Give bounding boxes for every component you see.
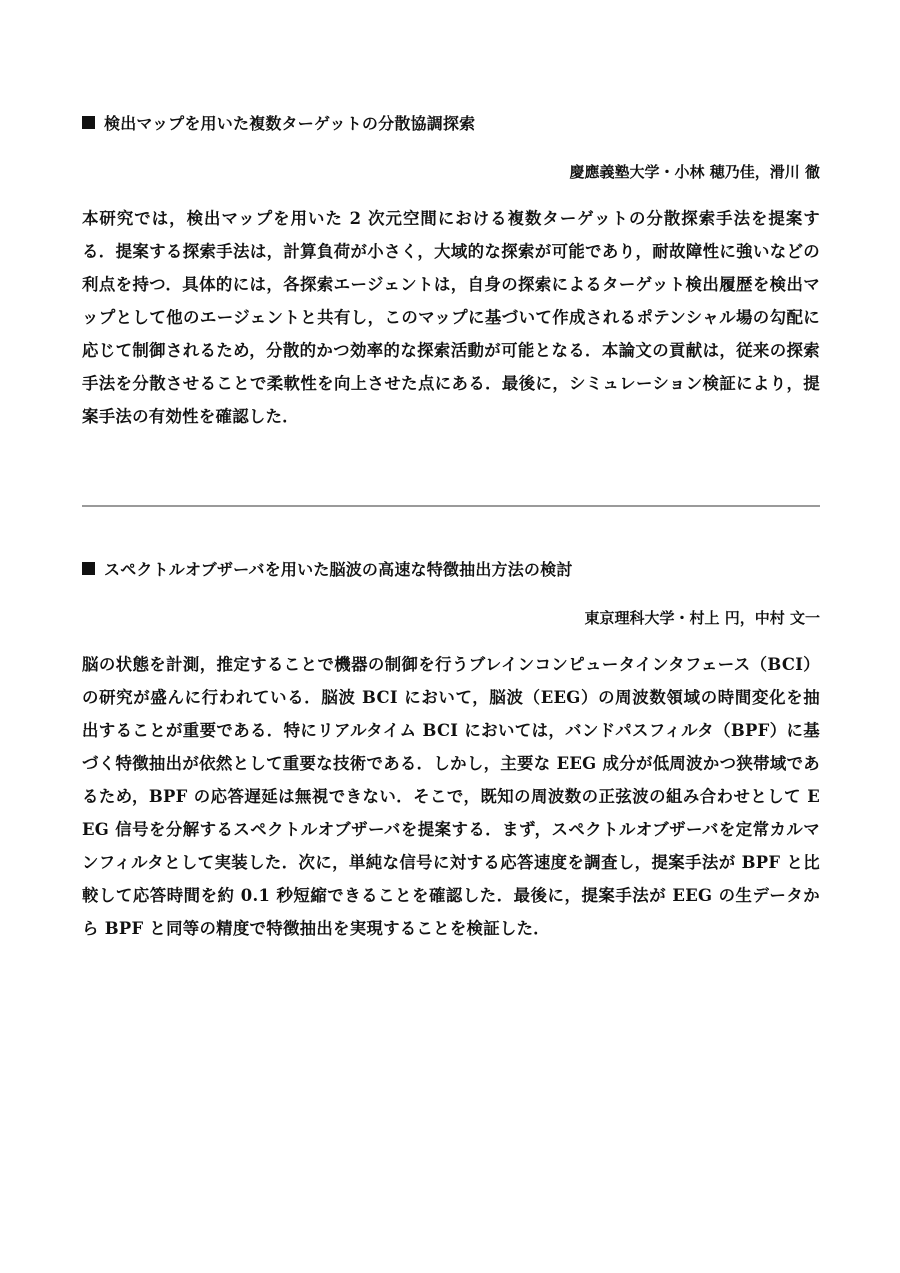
article-abstract: 本研究では，検出マップを用いた 2 次元空間における複数ターゲットの分散探索手法を提案する．提案する探索手法は，計算負荷が小さく，大域的な探索が可能であり，耐故障性に強いなどの利点を持つ．具体的には，各探索エージェントは，自身の探索によるターゲット検出履歴を検出マップとして他のエージェントと共有し，このマップに基づいて作成されるポテンシャル場の勾配に応じて制御されるため，分散的かつ効率的な探索活動が可能となる．本論文の貢献は，従来の探索手法を分散させることで柔軟性を向上させた点にある．最後に，シミュレーション検証により，提案手法の有効性を確認した． — [82, 209, 820, 426]
article-2 — [82, 552, 820, 961]
article-title — [82, 552, 820, 584]
article-authors: 慶應義塾大学・小林 穂乃佳，滑川 徹 — [569, 163, 820, 181]
article-title-text: スペクトルオブザーバを用いた脳波の高速な特徴抽出方法の検討 — [104, 559, 573, 579]
article-abstract: 脳の状態を計測，推定することで機器の制御を行うブレインコンピュータインタフェース（BCI）の研究が盛んに行われている．脳波 BCI において，脳波（EEG）の周波数領域の時間変化を抽出することが重要である．特にリアルタイム BCI においては，バンドパスフィルタ（BPF）に基づく特徴抽出が依然として重要な技術である．しかし，主要な EEG 成分が低周波かつ狭帯域であるため，BPF の応答遅延は無視できない．そこで，既知の周波数の正弦波の組み合わせとして EEG 信号を分解するスペクトルオブザーバを提案する．まず，スペクトルオブザーバを定常カルマンフィルタとして実装した．次に，単純な信号に対する応答速度を調査し，提案手法が BPF と比較して応答時間を約 0.1 秒短縮できることを確認した．最後に，提案手法が EEG の生データから BPF と同等の精度で特徴抽出を実現することを検証した． — [82, 655, 820, 938]
black-square-bullet-icon — [82, 562, 95, 575]
article-title-text: 検出マップを用いた複数ターゲットの分散協調探索 — [104, 113, 476, 133]
article-1 — [82, 106, 820, 449]
section-divider — [82, 505, 820, 507]
black-square-bullet-icon — [82, 116, 95, 129]
article-authors: 東京理科大学・村上 円，中村 文一 — [584, 609, 820, 627]
article-title — [82, 106, 820, 138]
